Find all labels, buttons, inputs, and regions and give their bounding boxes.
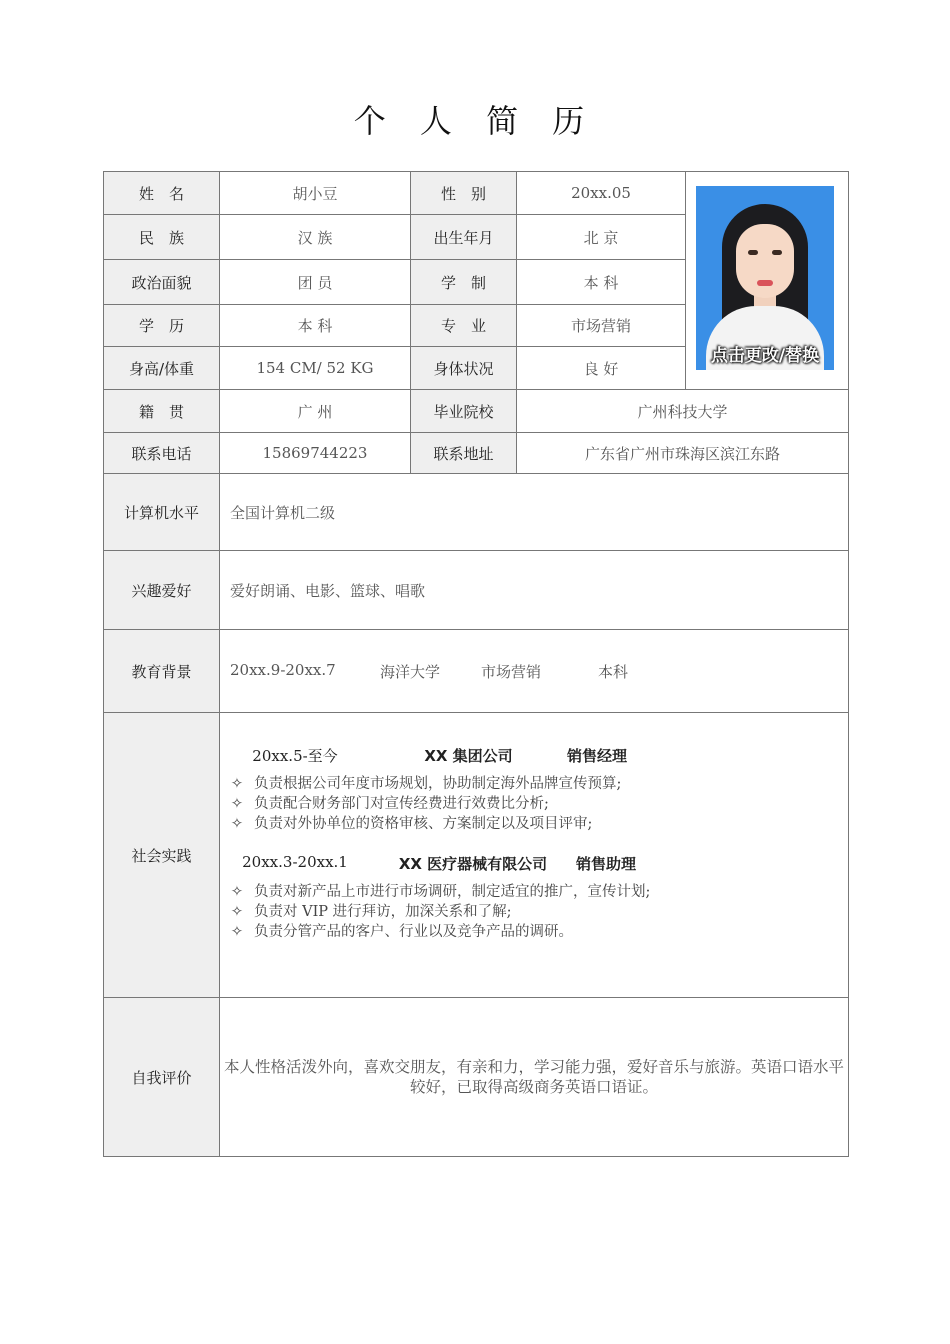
label-address: 联系地址 bbox=[411, 433, 517, 474]
value-school[interactable]: 广州科技大学 bbox=[517, 390, 849, 433]
profile-photo[interactable] bbox=[696, 186, 834, 370]
label-degree: 学 历 bbox=[104, 305, 220, 347]
value-health[interactable]: 良 好 bbox=[517, 347, 686, 390]
value-ethnicity[interactable]: 汉 族 bbox=[220, 215, 411, 260]
label-birth: 出生年月 bbox=[411, 215, 517, 260]
value-native[interactable]: 广 州 bbox=[220, 390, 411, 433]
value-hobby[interactable]: 爱好朗诵、电影、篮球、唱歌 bbox=[220, 551, 849, 630]
label-education: 教育背景 bbox=[104, 630, 220, 713]
replace-photo-label[interactable]: 点击更改/替换 bbox=[710, 346, 820, 366]
value-phone[interactable]: 15869744223 bbox=[220, 433, 411, 474]
job-2-position: 销售助理 bbox=[576, 854, 637, 873]
value-self-eval[interactable]: 本人性格活泼外向，喜欢交朋友，有亲和力，学习能力强，爱好音乐与旅游。英语口语水平较好，已取得高级商务英语口语证。 bbox=[220, 998, 849, 1157]
education-major: 市场营销 bbox=[481, 662, 542, 681]
value-politics[interactable]: 团 员 bbox=[220, 260, 411, 305]
label-system: 学 制 bbox=[411, 260, 517, 305]
job-2-company: XX 医疗器械有限公司 bbox=[398, 854, 548, 873]
job-1-duty: ✧ 负责根据公司年度市场规划，协助制定海外品牌宣传预算; bbox=[220, 774, 848, 794]
page-title: 个 人 简 历 bbox=[353, 102, 597, 140]
photo-face bbox=[736, 224, 794, 298]
value-computer[interactable]: 全国计算机二级 bbox=[220, 474, 849, 551]
job-2-duty: ✧ 负责分管产品的客户、行业以及竞争产品的调研。 bbox=[220, 922, 848, 942]
value-system[interactable]: 本 科 bbox=[517, 260, 686, 305]
job-1-duty: ✧ 负责对外协单位的资格审核、方案制定以及项目评审; bbox=[220, 814, 848, 834]
bullet-icon: ✧ bbox=[230, 923, 244, 940]
value-address[interactable]: 广东省广州市珠海区滨江东路 bbox=[517, 433, 849, 474]
job-1 bbox=[220, 745, 848, 834]
job-2 bbox=[220, 853, 848, 942]
label-health: 身体状况 bbox=[411, 347, 517, 390]
job-1-period: 20xx.5-至今 bbox=[252, 746, 338, 765]
label-major: 专 业 bbox=[411, 305, 517, 347]
bullet-icon: ✧ bbox=[230, 815, 244, 832]
label-hobby: 兴趣爱好 bbox=[104, 551, 220, 630]
photo-cell bbox=[686, 172, 849, 390]
education-row[interactable] bbox=[220, 630, 849, 713]
label-native: 籍 贯 bbox=[104, 390, 220, 433]
practice-section[interactable] bbox=[220, 713, 849, 998]
label-gender: 性 别 bbox=[411, 172, 517, 215]
value-height-weight[interactable]: 154 CM/ 52 KG bbox=[220, 347, 411, 390]
label-practice: 社会实践 bbox=[104, 713, 220, 998]
label-self-eval: 自我评价 bbox=[104, 998, 220, 1157]
label-phone: 联系电话 bbox=[104, 433, 220, 474]
bullet-icon: ✧ bbox=[230, 775, 244, 792]
photo-eye-right bbox=[772, 250, 782, 255]
value-gender[interactable]: 20xx.05 bbox=[517, 172, 686, 215]
bullet-icon: ✧ bbox=[230, 883, 244, 900]
value-degree[interactable]: 本 科 bbox=[220, 305, 411, 347]
value-birth[interactable]: 北 京 bbox=[517, 215, 686, 260]
label-school: 毕业院校 bbox=[411, 390, 517, 433]
resume-table bbox=[103, 171, 849, 1157]
education-degree: 本科 bbox=[598, 662, 629, 681]
job-2-duty: ✧ 负责对新产品上市进行市场调研，制定适宜的推广，宣传计划; bbox=[220, 882, 848, 902]
value-major[interactable]: 市场营销 bbox=[517, 305, 686, 347]
label-politics: 政治面貌 bbox=[104, 260, 220, 305]
job-1-company: XX 集团公司 bbox=[424, 746, 513, 765]
education-school: 海洋大学 bbox=[380, 662, 441, 681]
value-name[interactable]: 胡小豆 bbox=[220, 172, 411, 215]
label-computer: 计算机水平 bbox=[104, 474, 220, 551]
label-height-weight: 身高/体重 bbox=[104, 347, 220, 390]
job-1-duty: ✧ 负责配合财务部门对宣传经费进行效费比分析; bbox=[220, 794, 848, 814]
bullet-icon: ✧ bbox=[230, 795, 244, 812]
label-ethnicity: 民 族 bbox=[104, 215, 220, 260]
job-2-duty: ✧ 负责对 VIP 进行拜访，加深关系和了解; bbox=[220, 902, 848, 922]
job-1-position: 销售经理 bbox=[567, 746, 628, 765]
job-2-period: 20xx.3-20xx.1 bbox=[242, 852, 348, 871]
label-name: 姓 名 bbox=[104, 172, 220, 215]
education-period: 20xx.9-20xx.7 bbox=[230, 660, 336, 679]
bullet-icon: ✧ bbox=[230, 903, 244, 920]
photo-lips bbox=[757, 280, 773, 286]
photo-eye-left bbox=[748, 250, 758, 255]
